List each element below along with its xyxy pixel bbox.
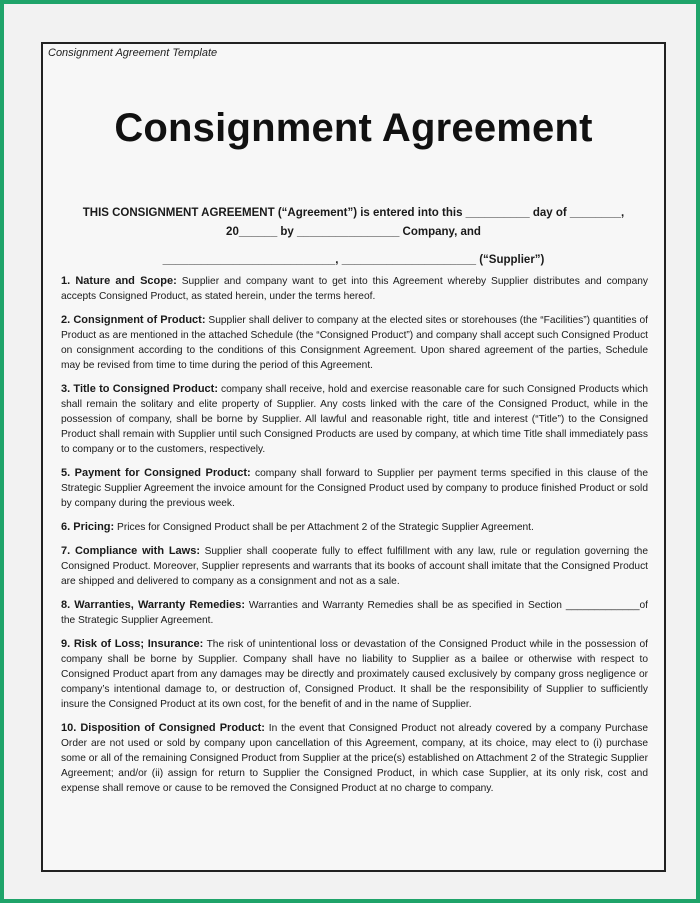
template-label: Consignment Agreement Template bbox=[48, 47, 218, 59]
clause-text: Supplier and company want to get into this Agreement whereby Supplier distributes and company accepts Consigned Product, as stated herein, under the terms hereof. bbox=[61, 276, 648, 302]
clause-heading: 1. Nature and Scope: bbox=[61, 275, 177, 287]
clause bbox=[61, 466, 648, 511]
clause-heading: 2. Consignment of Product: bbox=[61, 314, 206, 326]
image-frame bbox=[4, 4, 696, 899]
clause-text: Prices for Consigned Product shall be per Attachment 2 of the Strategic Supplier Agreement. bbox=[117, 522, 534, 533]
document-page bbox=[41, 42, 666, 872]
clause-text: The risk of unintentional loss or devastation of the Consigned Product while in the possession of company shall be borne by Supplier. Company shall have no liability to Supplier as a bailee or otherwise with respect to Consigned Product apart from any damages may be directly and proximately caused exclusively by company gross negligence or company’s intentional damage to, or destruction of, Consigned Product. It shall be the responsibility of Supplier to sufficiently insure the Consigned Product at its own cost, for the benefit of and in the name of Supplier. bbox=[61, 639, 648, 710]
clause-text: company shall forward to Supplier per payment terms specified in this clause of the Strategic Supplier Agreement the invoice amount for the Consigned Product used by company to produce finished Product or sold by company during the previous week. bbox=[61, 468, 648, 509]
clause-text: Supplier shall deliver to company at the elected sites or storehouses (the “Facilities”) quantities of Product as are mentioned in the attached Schedule (the “Consigned Product”) and company shall accept such Consigned Product on consignment according to the conditions of this Consignment Agreement. Upon shared agreement of the parties, Schedule may be revised from time to time during the period of this Agreement. bbox=[61, 315, 648, 371]
intro-line: THIS CONSIGNMENT AGREEMENT (“Agreement”) is entered into this __________ day of ________, bbox=[82, 207, 625, 219]
clause bbox=[61, 382, 648, 457]
clause-text: Supplier shall cooperate fully to effect fulfillment with any law, rule or regulation governing the Consigned Product. Moreover, Supplier represents and warrants that its books of account shall imitate that the Consigned Product are shipped and delivered to company as a consignment and not as a sale. bbox=[61, 546, 648, 587]
clause bbox=[61, 598, 648, 628]
document-title: Consignment Agreement bbox=[114, 106, 593, 150]
clause-heading: 9. Risk of Loss; Insurance: bbox=[61, 638, 204, 650]
clause bbox=[61, 544, 648, 589]
clause bbox=[61, 274, 648, 304]
clause-list bbox=[61, 274, 648, 805]
intro-block bbox=[43, 204, 664, 270]
clause-text: Warranties and Warranty Remedies shall be as specified in Section _____________of the Strategic Supplier Agreement. bbox=[61, 600, 649, 626]
clause-heading: 7. Compliance with Laws: bbox=[61, 545, 201, 557]
intro-line: ___________________________, _____________________ (“Supplier”) bbox=[162, 254, 545, 266]
clause bbox=[61, 520, 648, 535]
clause bbox=[61, 637, 648, 712]
clause-heading: 3. Title to Consigned Product: bbox=[61, 383, 218, 395]
clause bbox=[61, 313, 648, 373]
clause-heading: 6. Pricing: bbox=[61, 521, 115, 533]
clause bbox=[61, 721, 648, 796]
intro-line: 20______ by ________________ Company, and bbox=[226, 226, 481, 238]
clause-heading: 8. Warranties, Warranty Remedies: bbox=[61, 599, 245, 611]
clause-heading: 10. Disposition of Consigned Product: bbox=[61, 722, 265, 734]
clause-text: In the event that Consigned Product not already covered by a company Purchase Order are not used or sold by company upon cancellation of this Agreement, company, at its choice, may elect to (i) purchase some or all of the remaining Consigned Product from Supplier at the price(s) established on Attachment 2 of the Strategic Supplier Agreement; and/or (ii) assign for return to Supplier the Consigned Product, in which case Supplier, at its only risk, cost and expense shall remove or cause to be removed the Consigned Product at no charge to company. bbox=[61, 723, 648, 794]
clause-text: company shall receive, hold and exercise reasonable care for such Consigned Products which shall remain the solitary and elite property of Supplier. Any costs linked with the care of the Consigned Product, while in the possession of company, shall be borne by Supplier. All lawful and reasonable right, title and interest (“Title”) to the Consigned Product shall remain with Supplier until such Consigned Products are used by company, at which time Title shall immediately pass to company or to the customers, respectively. bbox=[61, 384, 648, 455]
clause-heading: 5. Payment for Consigned Product: bbox=[61, 467, 251, 479]
